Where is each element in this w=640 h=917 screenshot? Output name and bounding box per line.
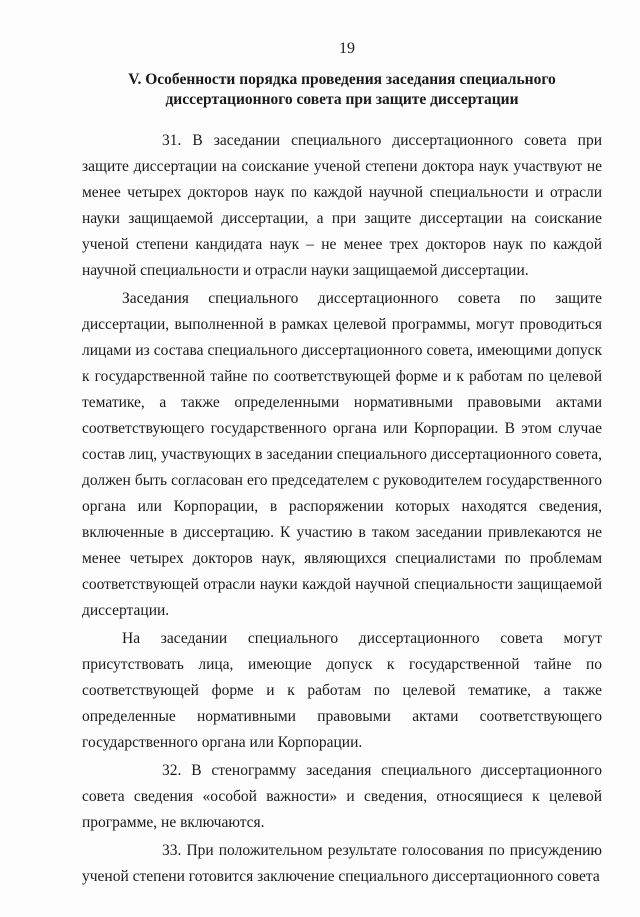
paragraph-text: В заседании специального диссертационного совета при защите диссертации на соискание ученой степени доктора наук участвуют не менее четырех докторов наук по каждой научной специальности и отрасли науки защищаемой диссертации, а при защите диссертации на соискание ученой степени кандидата наук – не менее трех докторов наук по каждой научной специальности и отрасли науки защищаемой диссертации. (82, 132, 603, 279)
paragraph-text: Заседания специального диссертационного совета по защите диссертации, выполненной в рамках целевой программы, могут проводиться лицами из состава специального диссертационного совета, имеющими допуск к государственной тайне по соответствующей форме и к работам по целевой тематике, а также определенными нормативными правовыми актами соответствующего государственного органа или Корпорации. В этом случае состав лиц, участвующих в заседании специального диссертационного совета, должен быть согласован его председателем с руководителем государственного органа или Корпорации, в распоряжении которых находятся сведения, включенные в диссертацию. К участию в таком заседании привлекаются не менее четырех докторов наук, являющихся специалистами по проблемам соответствующей отрасли науки каждой научной специальности защищаемой диссертации. (82, 290, 602, 619)
paragraph-text: На заседании специального диссертационного совета могут присутствовать лица, имеющие допуск к государственной тайне по соответствующей форме и к работам по целевой тематике, а также определенные нормативными правовыми актами соответствующего государственного органа или Корпорации. (82, 630, 602, 751)
paragraph-text: В стенограмму заседания специального диссертационного совета сведения «особой важности» и сведения, относящиеся к целевой программе, не включаются. (82, 762, 603, 831)
page-number: 19 (339, 40, 355, 57)
paragraph-text: При положительном результате голосования по присуждению ученой степени готовится заключение специального диссертационного совета (82, 842, 603, 885)
section-heading (82, 70, 602, 110)
paragraph-31 (82, 128, 602, 284)
clause-number: 32. (162, 762, 182, 779)
section-heading-line-2: диссертационного совета при защите диссертации (165, 91, 519, 108)
paragraph-33 (82, 838, 602, 890)
paragraph-31-continuation-1 (82, 286, 602, 624)
paragraph-31-continuation-2 (82, 626, 602, 756)
clause-number: 31. (162, 132, 182, 149)
section-heading-line-1: V. Особенности порядка проведения заседания специального (128, 71, 556, 88)
clause-number: 33. (162, 842, 182, 859)
paragraph-32 (82, 758, 602, 836)
